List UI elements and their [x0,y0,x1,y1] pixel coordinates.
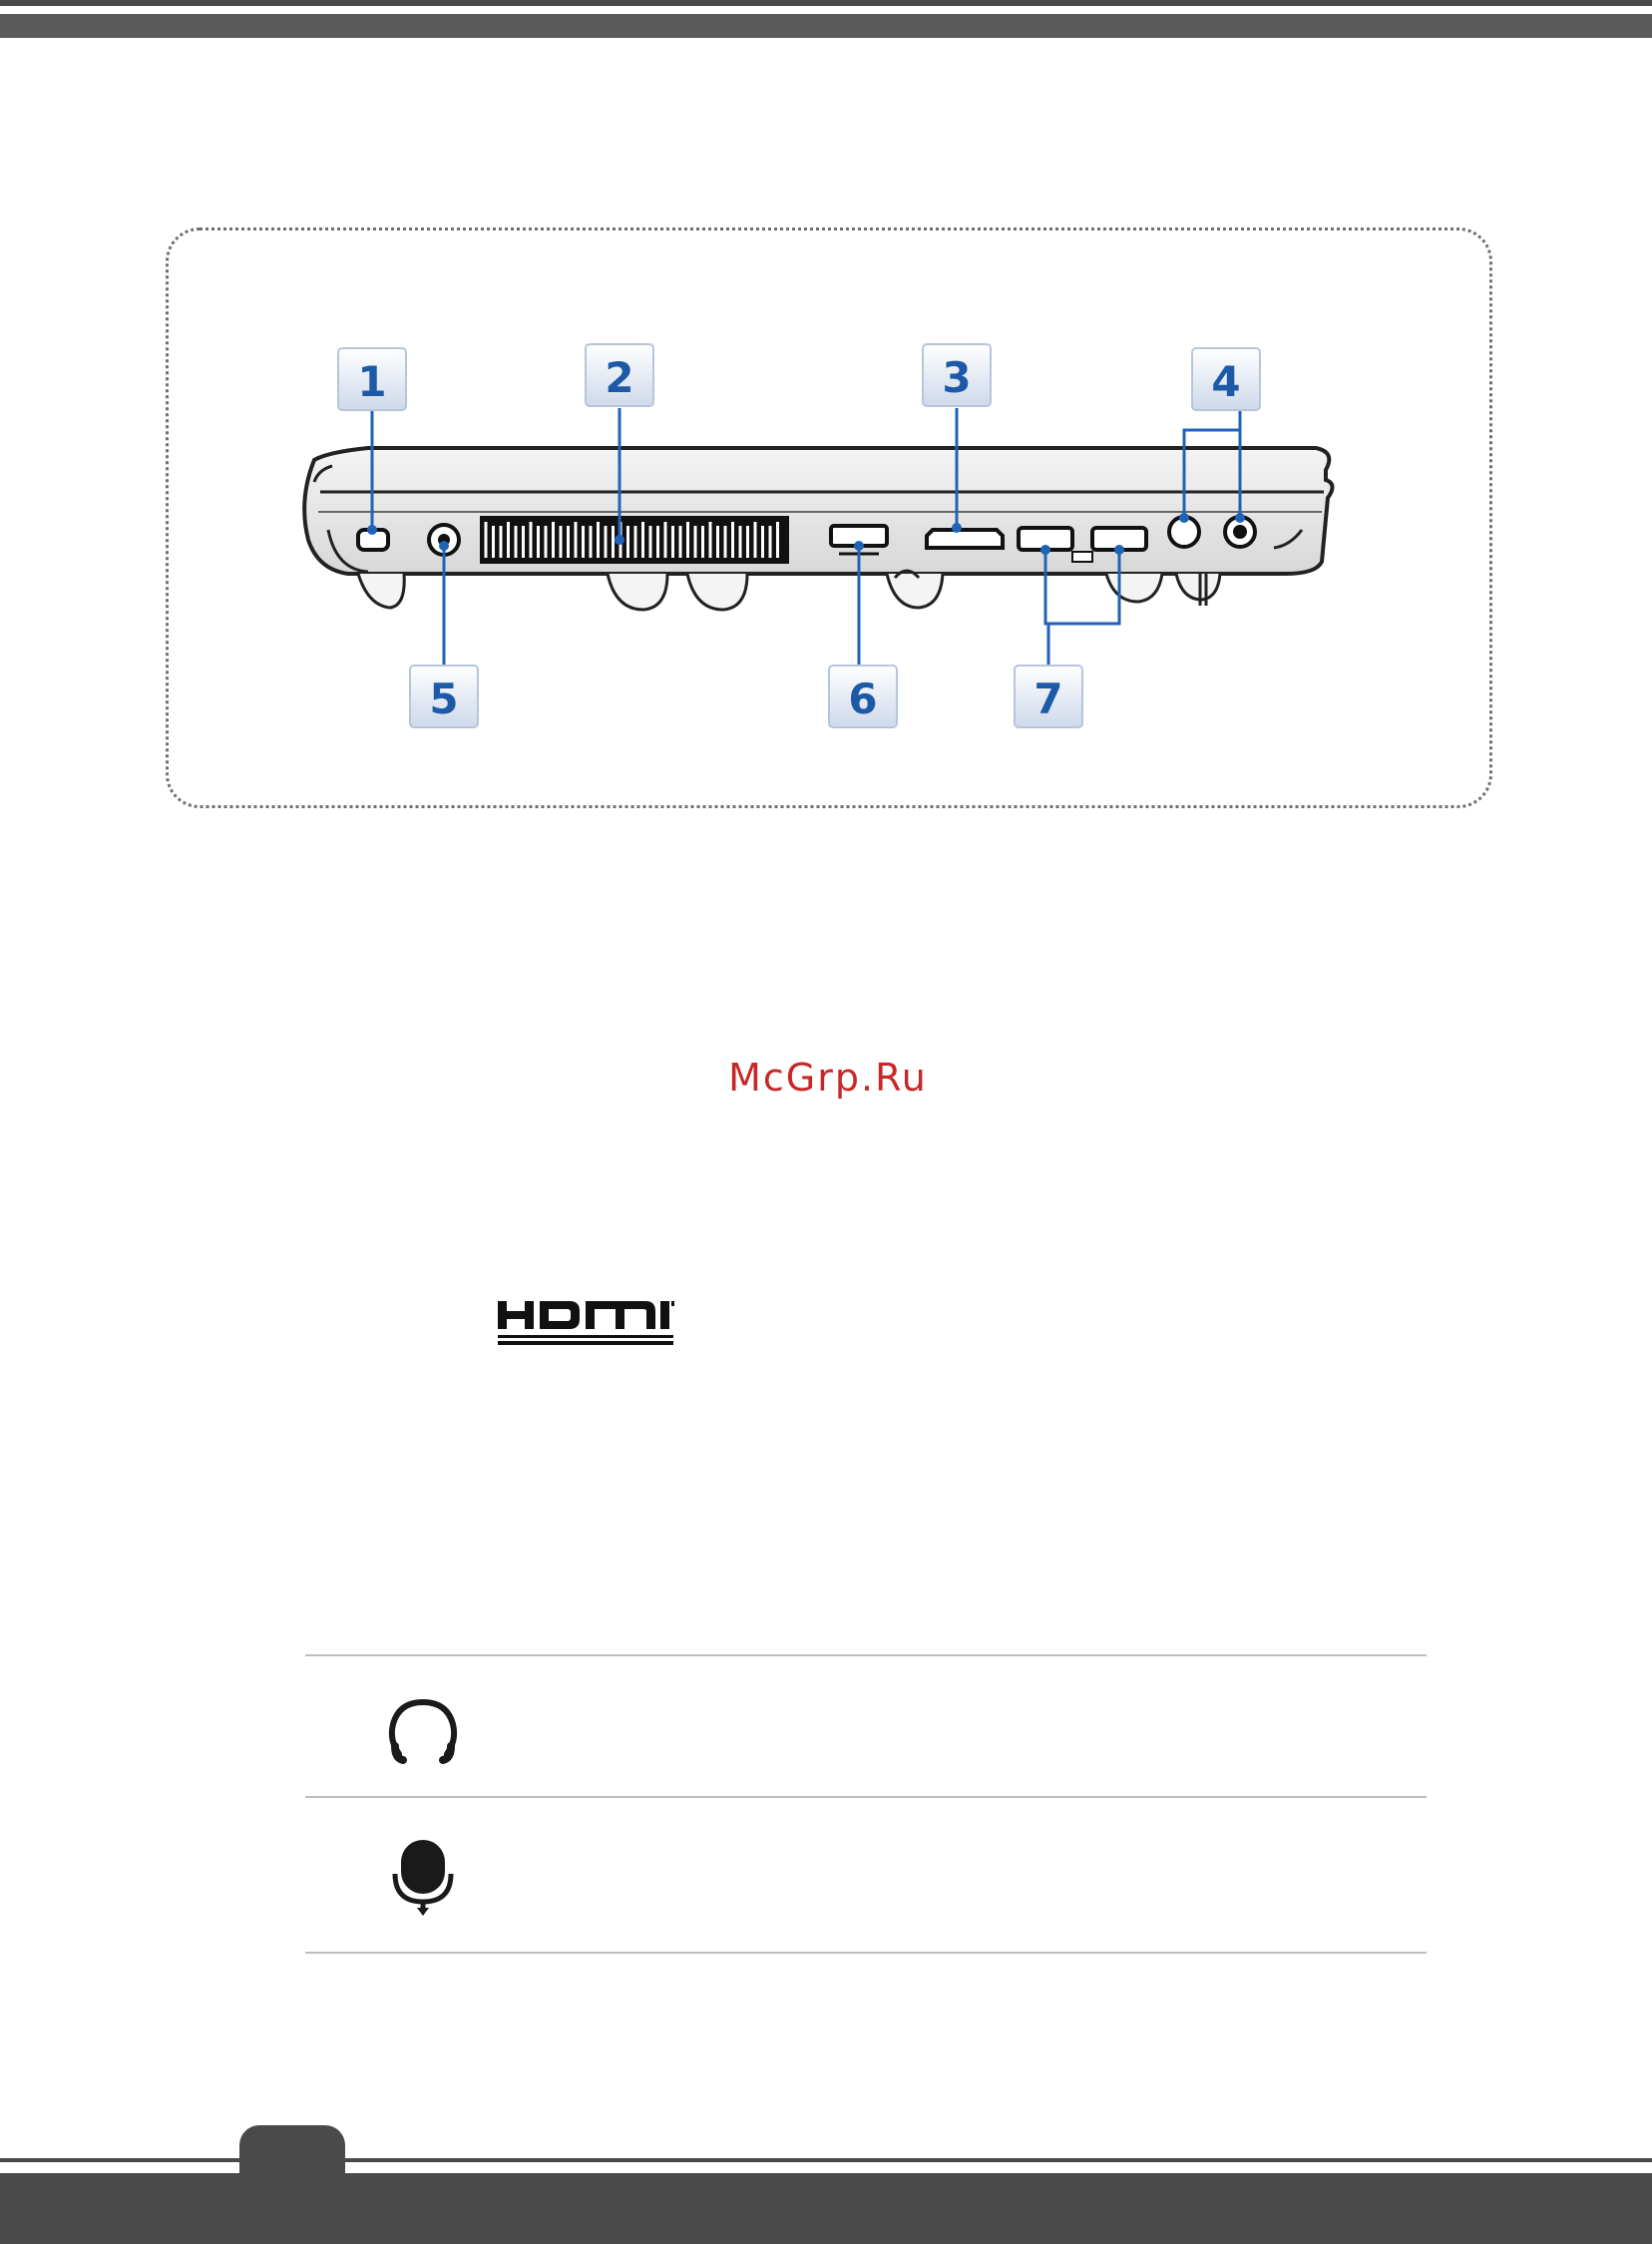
figure-frame [166,227,1492,808]
callout-7 [1015,666,1082,727]
headphone-icon [387,1696,459,1769]
svg-text:3: 3 [942,353,972,402]
audio-port-table [305,1654,1427,1954]
header-rule-thick [0,14,1652,38]
watermark: McGrp.Ru [728,1056,928,1100]
svg-text:6: 6 [848,674,878,723]
table-rule-bottom [305,1952,1427,1954]
microphone-icon [391,1838,455,1923]
svg-text:4: 4 [1211,357,1241,406]
callout-4 [1192,348,1260,410]
svg-text:7: 7 [1033,674,1063,723]
svg-text:2: 2 [605,353,634,402]
table-row-microphone [305,1798,1427,1952]
svg-text:5: 5 [429,674,459,723]
callout-2 [586,344,653,406]
hdmi-logo-icon [496,1297,675,1349]
ventilator-grille [480,516,789,564]
hdmi-logo [496,1297,675,1354]
header-rule-thin [0,0,1652,6]
callout-3 [923,344,991,406]
callout-5 [410,666,478,727]
callout-6 [829,666,897,727]
svg-text:1: 1 [357,357,387,406]
callout-1 [338,348,406,410]
footer-rule-thick [0,2173,1652,2244]
laptop-side-view-figure [169,230,1489,805]
hdmi-port [927,530,1003,548]
table-row-headphone [305,1656,1427,1796]
